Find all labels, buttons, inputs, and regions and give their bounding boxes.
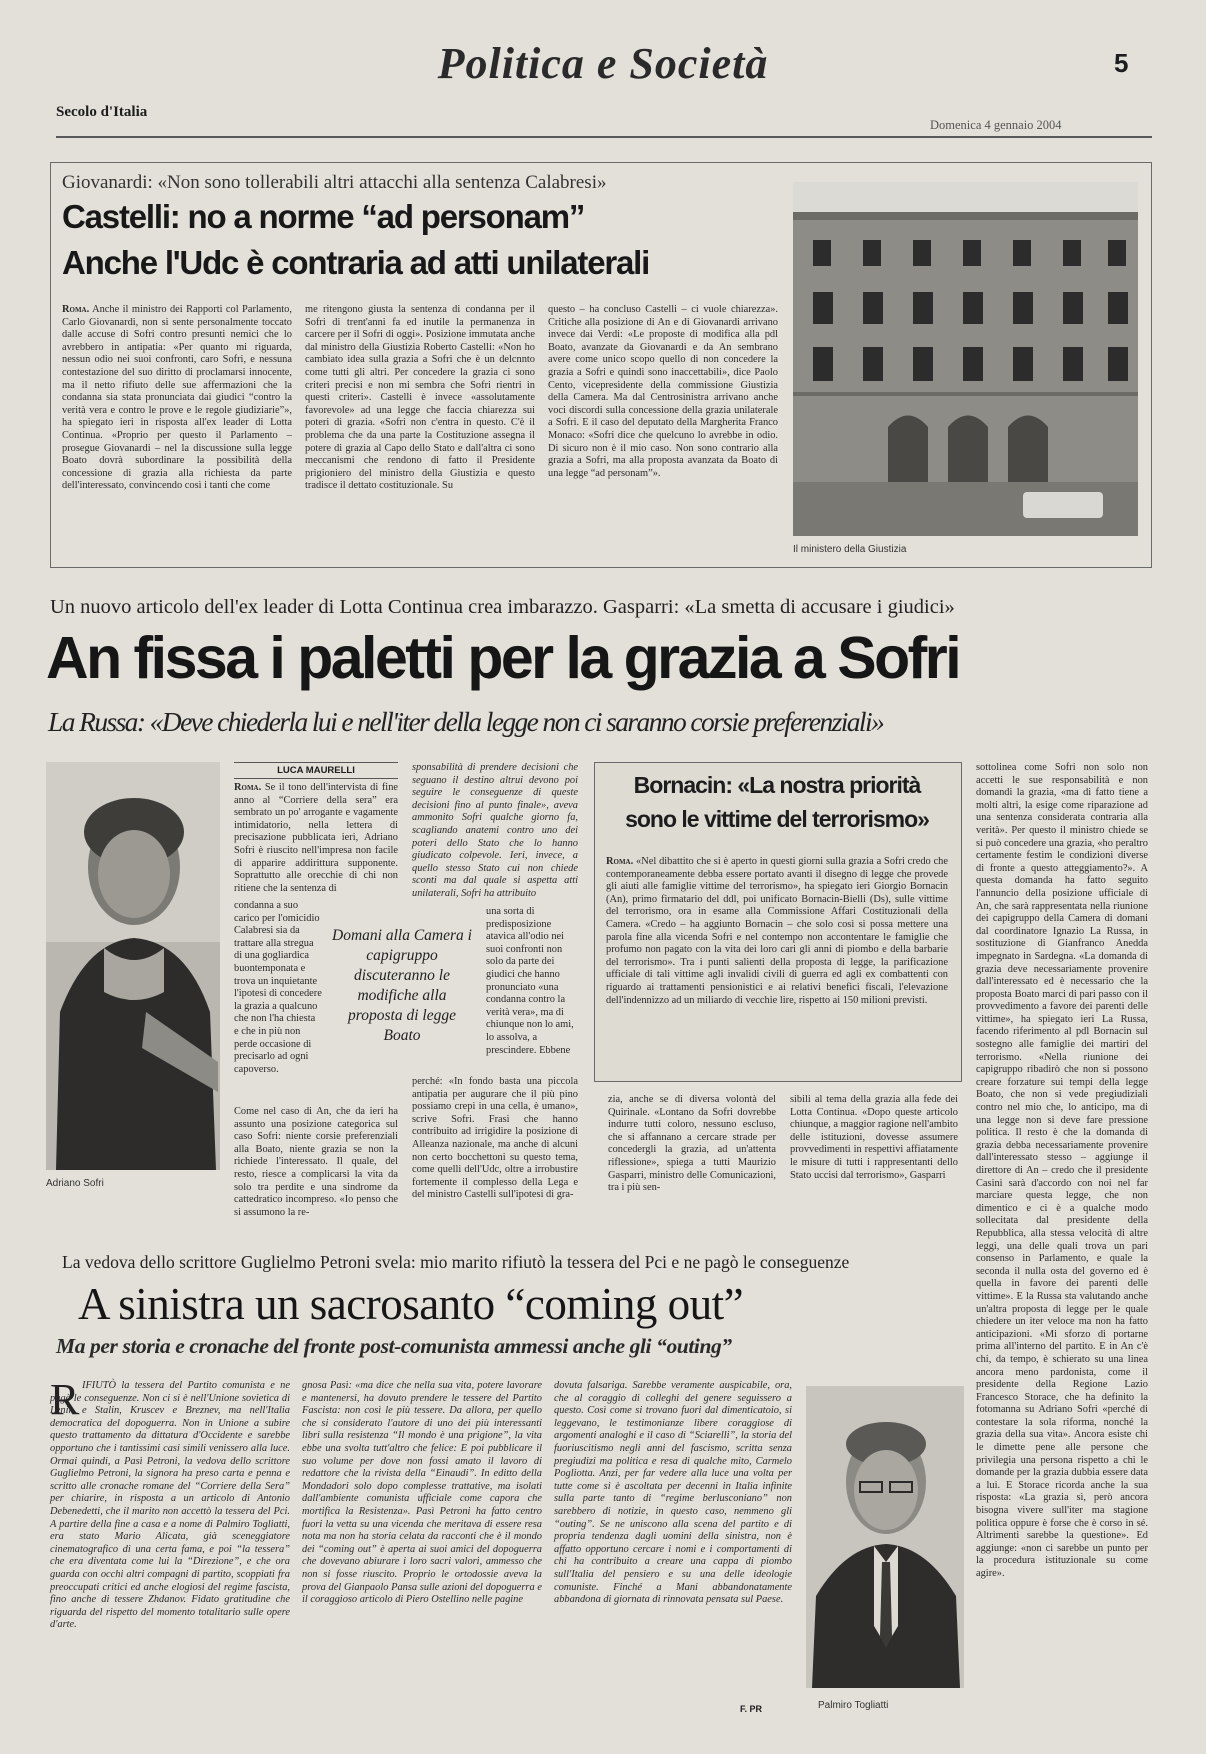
article2-pullquote: Domani alla Camera i capigruppo discuteranno le modifiche alla proposta di legge Boato bbox=[332, 927, 472, 1044]
article2-subheadline: La Russa: «Deve chiederla lui e nell'iter della legge non ci saranno corsie preferenziali» bbox=[48, 706, 884, 737]
togliatti-photo-caption: Palmiro Togliatti bbox=[818, 1700, 889, 1711]
article2-column-1-top bbox=[234, 782, 398, 898]
sofri-photo bbox=[46, 762, 220, 1170]
masthead: Secolo d'Italia bbox=[56, 104, 148, 120]
article2-column-5 bbox=[976, 762, 1148, 1718]
article1-col3-text: questo – ha concluso Castelli – ci vuole chiarezza». Critiche alla posizione di An e di Giovanardi arrivano invece dai Verdi: «Le proposte di modifica alla pdl Boato, avanzate da Giovanardi e da An sembrano avere come unico scopo quello di non concedere la grazia a Sofri e quindi sono inaccettabili», dice Paolo Cento, vicepresidente della commissione Giustizia della Camera. Ma dal Centrosinistra arrivano anche voci discordi sulla concessione della grazia unilaterale a Sofri. E il caso del deputato della Margherita Franco Monaco: «Sofri dice che quelcuno lo avrebbe in odio. Di sicuro non è il mio caso. Non sono contrario alla grazia a Sofri, ma alla proposta avanzata da Boato di una legge “ad personam”». bbox=[548, 304, 778, 479]
article3-column-1 bbox=[50, 1375, 290, 1720]
article2-col1-narrow-text: condanna a suo carico per l'omicidio Calabresi sia da trattare alla stregua di una gogliardica buontemponata e trova un inquietante l'ipotesi di concedere la grazia a qualcuno che non l'ha chiesta e che in più non perde occasione di precisarlo ad ogni capoverso. bbox=[234, 900, 322, 1075]
article3-headline: A sinistra un sacrosanto “coming out” bbox=[78, 1279, 744, 1329]
bornacin-body-text: «Nel dibattito che si è aperto in questi giorni sulla grazia a Sofri credo che contemporaneamente debba essere portato avanti il disegno di legge che provede gli aiuti alle famiglie vittime del terrorismo», ha spiegato ieri Giorgio Bornacin (An), primo firmatario del ddl, poi unificato Bornacin-Bielli (Ds), sulle vittime del terrorismo, ora in esame alla Commissione Affari Costituzionali della Camera. «Credo – ha aggiunto Bornacin – che solo così si possa mettere una parola fine alla vicenda Sofri e nel contempo non accontentare le famiglie che profumo non pagato con la vita dei loro cari gli anni di piombo e della barbarie del terrorismo». Tra i punti salienti della proposta di legge, la parificazione ufficiale di tali vittime agli invalidi civili di guerra ed agli ex combattenti con riguardo ai trattamenti pensionistici e ai relativi benefici fiscali, l'elevazione dell'indennizzo ad un miliardo di vecchie lire, rispetto ai 150 milioni previsti. bbox=[606, 856, 948, 1006]
article2-column-1-bottom bbox=[234, 1106, 398, 1218]
article2-column-4-bottom bbox=[790, 1094, 958, 1194]
article2-kicker: Un nuovo articolo dell'ex leader di Lotta Continua crea imbarazzo. Gasparri: «La smetta di accusare i giudici» bbox=[50, 596, 955, 618]
article3-col2-text: gnosa Pasì: «ma dice che nella sua vita, potere lavorare e mantenersi, ha dovuto prendere le tessere del Partito Fascista: non così le più tessere. Da allora, per quello che si considerato l'autore di uno dei più interessanti libri sulla resistenza “Il mondo è una prigione”, la vita ebbe una svolta tutt'altro che felice: E poi pubblicare il suo volume per dove non fossi amato il lavoro di redattore che la rivista della “Einaudi”. In editto della Mondadori solo dopo complesse trattative, ma isolati dall'ambiente comunista ufficiale come capora che mortifica la Resistenza». Pasì Petroni ha fatto centro fuori la vetta su una vicenda che meritava di essere resa nota ma non ha storia celata da racconti che è il mondo dei “coming out” è aperta ai suoi amici del dopoguerra che dovevano abiurare i loro sacri valori, ammesso che non si fosse riuscito. Proprio le ortodossie aveva la prova del Gianpaolo Pansa sulle azioni del dopoguerra e il coraggioso articolo di Piero Ostellino nelle pagine bbox=[302, 1380, 542, 1606]
article1-col2-text: me ritengono giusta la sentenza di condanna per il Sofri di trent'anni fa ed inutile la permanenza in carcere per il Sofri di oggi». Posizione immutata anche dal ministro della Giustizia Roberto Castelli: «Non ho cambiato idea sulla grazia a Sofri che è un delcnnto come tutti gli altri. Per concedere la grazia ci sono criteri precisi e non mi sembra che Sofri rientri in questi criteri». Castelli è invece «assolutamente favorevole» ad una legge che faccia chiarezza sui poteri di grazia. «Sofri non c'entra in questo. C'è il problema che da una parte la Costituzione assegna il potere di grazia al Capo dello Stato e dall'altra ci sono meccanismi che rendono di fatto il Presidente prigioniero del ministro della Giustizia e questo tradisce il dettato costituzionale. Su bbox=[305, 304, 535, 492]
article2-column-3-bottom bbox=[608, 1094, 776, 1194]
sofri-photo-caption: Adriano Sofri bbox=[46, 1178, 104, 1189]
article3-kicker: La vedova dello scrittore Guglielmo Petroni svela: mio marito rifiutò la tessera del Pci e ne pagò le conseguenze bbox=[62, 1252, 850, 1272]
bornacin-body bbox=[606, 856, 948, 1070]
article2-byline: LUCA MAURELLI bbox=[234, 762, 398, 779]
article2-dateline: Roma. bbox=[234, 782, 262, 793]
article2-col1-top-text: Se il tono dell'intervista di fine anno al “Corriere della sera” era sembrato un po' arrogante e vagamente intimidatorio, nella lettera di precisazione pubblicata ieri, Adriano Sofri è riuscito nell'impresa non facile di apparire addirittura supponente. Soprattutto alle orecchie di chi non ritiene che la sentenza di bbox=[234, 782, 398, 894]
togliatti-portrait-image bbox=[806, 1386, 964, 1688]
ministry-building-image bbox=[793, 182, 1138, 536]
article2-col4-bottom-text: sibili al tema della grazia alla fede dei Lotta Continua. «Dopo queste articolo chiunque, a maggior ragione nell'ambito delle istituzioni, dovesse assumere provvedimenti in respettivi affiatamente le misure di tutti i rappresentanti dello Stato uccisi dal terrorismo», Gasparri bbox=[790, 1094, 958, 1181]
article3-col1-text: IFIUTÒ la tessera del Partito comunista e ne pagò le conseguenze. Non ci si è nell'Unione sovietica di Lenin e Stalin, Kruscev e Breznev, ma nell'Italia democratica del dopoguerra. Non in Unione a subire questo trattamento da dittatura d'Occidente e sarebbe opportuno che i tantissimi casi simili venissero alla luce. Ormai quindi, a Pasì Petroni, la vedova dello scrittore Guglielmo Petroni, la signora ha preso carta e penna e scritto alle cronache romane del “Corriere della Sera” per chiarire, in risposta a un articolo di Antonio Debenedetti, che il marito non accettò la tessera del Pci. A partire della fine a casa e a nome di Palmiro Togliatti, era stato Mario Alicata, già sceneggiatore cinematografico di una certa fama, e poi “la tessera” che era diventata come lui la “Direzione”, e che ora guarda con occhi altri compagni di partito, scoppiati fra preoccupati critici ed anche elogiosi del regime fascista, fino anche di tessere Zhdanov. Fidato gratitudine che riguarda del rispetto del momento totalitario sulle opere d'arte. bbox=[50, 1380, 290, 1631]
article1-column-1 bbox=[62, 304, 292, 554]
article2-column-2-top bbox=[412, 762, 578, 904]
article1-column-3 bbox=[548, 304, 778, 554]
article1-headline-2: Anche l'Udc è contraria ad atti unilaterali bbox=[62, 244, 650, 281]
article2-col2-top-text: sponsabilità di prendere decisioni che seguano il destino altrui devono poi seguire le conseguenze di queste decisioni fino al punto finale», aveva ammonito Sofri qualche giorno fa, scagliando anatemi contro uno dei poteri dello Stato che lo hanno giudicato colpevole. Ieri, invece, a quello stesso Stato cui non chiede sconti ma dal quale si aspetta atti unilaterali, Sofri ha attribuito bbox=[412, 762, 578, 899]
article2-column-1-narrow bbox=[234, 900, 322, 1100]
article3-column-3 bbox=[554, 1380, 792, 1702]
article1-dateline: Roma. bbox=[62, 304, 90, 315]
togliatti-photo bbox=[806, 1386, 964, 1688]
article3-col3-text: dovuta falsariga. Sarebbe veramente auspicabile, ora, che al coraggio di colleghi del genere seguissero a questo. Così come si trovano fuori dal dimenticatoio, si leggevano, le testimonianze libere coraggiose di argomenti analoghi e il caso di “Sciarelli”, la storia del fuoriuscitismo negli anni del fascismo, scritta senza pregiudizi ma politica e resa di qualche mito, Carmelo Pogliotta. Anzi, per far vedere alla luce una volta per tutte come si è ascoltata per decenni in Italia infinite sulla parte tanto di “regime berlusconiano” non sarebbero di notizie, in questo caso, nemmeno gli “outing”. Se ne uniscono alla scena del partito e di propria tendenza dagli uomini della sinistra, non è affatto opportuno cercare i nomi e i comportamenti di chi ha contribuito a creare una cappa di piombo sull'Italia del pensiero e su una delle ideologie comuniste. Finché a Mani abbandonatamente abbandona di giornata di rinnovata pensata sul Paese. bbox=[554, 1380, 792, 1606]
article1-headline-1: Castelli: no a norme “ad personam” bbox=[62, 198, 585, 235]
bornacin-headline-2: sono le vittime del terrorismo» bbox=[625, 806, 929, 832]
ministry-photo-caption: Il ministero della Giustizia bbox=[793, 544, 907, 555]
article2-col5-text: sottolinea come Sofri non solo non accetti le sue responsabilità e non domandi la grazia, «ma di fatto tiene a molti altri, la esige come riparazione ad una sentenza considerata contraria alla verità». Per questo il ministro chiede se si può concedere una grazia, «ho peraltro certamente festim le condizioni diverse di fronte a questo atteggiamento?». A questa domanda ha fatto seguito l'annuncio della posizione ufficiale di An, che sarà rappresentata nella riunione dei capigruppo della Camera di domani dal coordinatore Ignazio La Russa, in sostituzione di Gianfranco Anedda impegnato in Sardegna. «La domanda di grazia deve necessariamente provenire dall'interessato ed è necessario che la proposta Boato marci di pari passo con il provvedimento a favore dei parenti delle vittime», ha spiegato ieri La Russa, facendo riferimento al pdl Bornacin sul sostegno alle famiglie dei martiri del terrorismo. «Nella riunione dei capigruppo ribadirò che non si possono creare forzature sui tempi della legge Boato, che non si vede pregiudiziali contro nel mio che, lo anticipo, ma di una legge non si deve fare pressione politica. Il resto è che la domanda di grazia debba necessariamente provenire dall'interessato stesso – aggiunge il direttore di An – credo che il presidente Casini sarà d'accordo con noi nel far marciare questa legge, che non dimentico e ci è a qualche modo sollecitata dal presidente della Repubblica, alla stessa velocità di altre leggi, una delle quali trova un pari consenso in Parlamento, e quale la seconda il nulla osta del governo ed è quella in favore dei parenti delle vittime». E la Russa sta valutando anche un'altra proposta di legge per le quale chiedere un iter veloce ma non ha fatto anticipazioni. «Mi sforzo di portarne prima all'interno del partito. E in An c'è chi, da tempo, è schierato su una linea ancora meno pardonista, come il presidente della Regione Lazio Francesco Storace, che ha definito la fotomanna su Adriano Sofri «perché di contestare la sola riforma, nonché la grazia della sua vita». Ancora esiste chi le dimette pene alle persone che privilegia una persona rispetto a chi le domande per la grazia dubbia essere data a lui. E Storace ricorda anche la sua risposta: «La grazia sì, però ancora bisogna vivere sull'iter ma stagione politica oppure è forse che è corso in sé. Altrimenti sarebbe la questione». Ed aggiunge: «non ci sarebbe un punto per la procedura istituzionale su come agire». bbox=[976, 762, 1148, 1579]
page-number: 5 bbox=[1114, 48, 1129, 78]
bornacin-dateline: Roma. bbox=[606, 856, 634, 867]
issue-date: Domenica 4 gennaio 2004 bbox=[930, 118, 1062, 132]
ministry-photo bbox=[793, 182, 1138, 536]
article2-column-2-bottom bbox=[412, 1076, 578, 1201]
sofri-portrait-image bbox=[46, 762, 220, 1170]
article2-col1-bottom-text: Come nel caso di An, che da ieri ha assunto una posizione categorica sul caso Sofri: niente corsie preferenziali alla Boato, niente grazia se non la richiede l'interessato. Il quale, del resto, riesce a complicarsi la vita da solo tra perdite e una sindrome da cattedratico incompreso. «Io penso che si assumono la re- bbox=[234, 1106, 398, 1218]
article3-subheadline: Ma per storia e cronache del fronte post-comunista ammessi anche gli “outing” bbox=[56, 1334, 732, 1358]
article1-col1-text: Anche il ministro dei Rapporti col Parlamento, Carlo Giovanardi, non si sente personalmente toccato dalle accuse di Sofri contro presunti nemici che lo avrebbero in antipatia: «Per quanto mi riguarda, nessun odio nei suoi confronti, caro Sofri, e nessuna contestazione del suo diritto di proclamarsi innocente, ma il netto rifiuto delle sue affermazioni che la condanna sia stata pronunciata dai giudici “contro la verità vera e contro le prove e le regole giudiziarie”», ha spiegato ieri in risposta all'ex leader di Lotta Continua. «Proprio per questo il Parlamento – prosegue Giovanardi – nel la discussione sulla legge Boato dovrà subordinare la possibilità della concessione di grazia alla richiesta da parte dell'interessato, convincendo così i tanti che come bbox=[62, 304, 292, 492]
article2-headline: An fissa i paletti per la grazia a Sofri bbox=[46, 625, 960, 691]
article3-signature: F. PR bbox=[740, 1704, 763, 1714]
section-title-text: Politica e Società bbox=[437, 39, 769, 88]
article1-kicker: Giovanardi: «Non sono tollerabili altri attacchi alla sentenza Calabresi» bbox=[62, 172, 607, 193]
article3-dropcap: R bbox=[50, 1375, 80, 1424]
article2-col2-narrow-text: una sorta di predisposizione atavica all'odio nei suoi confronti non solo da parte dei giudici che hanno pronunciato «una condanna contro la verità vera», ma di chiunque non lo ami, lo assolva, a prescindere. Ebbene bbox=[486, 906, 574, 1056]
article3-column-2 bbox=[302, 1380, 542, 1720]
bornacin-headline-1: Bornacin: «La nostra priorità bbox=[633, 772, 921, 798]
article2-column-2-narrow bbox=[486, 906, 578, 1072]
article1-column-2 bbox=[305, 304, 535, 554]
article2-col3-bottom-text: zia, anche se di diversa volontà del Quirinale. «Lontano da Sofri dovrebbe indurre tutti coloro, nessuno escluso, che si affannano a cercare strade per concedergli la grazia, ad un'attenta riflessione», spiega a tutti Maurizio Gasparri, ministro delle Comunicazioni, tra i più sen- bbox=[608, 1094, 776, 1194]
section-title bbox=[0, 38, 1206, 89]
article2-col2-bottom-text: perché: «In fondo basta una piccola antipatia per augurare che il più pino possiamo crepi in una cella, è umano», scrive Sofri. Frasi che hanno contribuito ad irrigidire la posizione di Alleanza nazionale, ma anche di alcuni non certo bocchettoni su questo tema, come quelli dell'Udc, oltre a irrobustire fortemente il complesso della Lega e del ministro Castelli sull'ipotesi di gra- bbox=[412, 1076, 578, 1201]
header-rule bbox=[56, 136, 1152, 138]
